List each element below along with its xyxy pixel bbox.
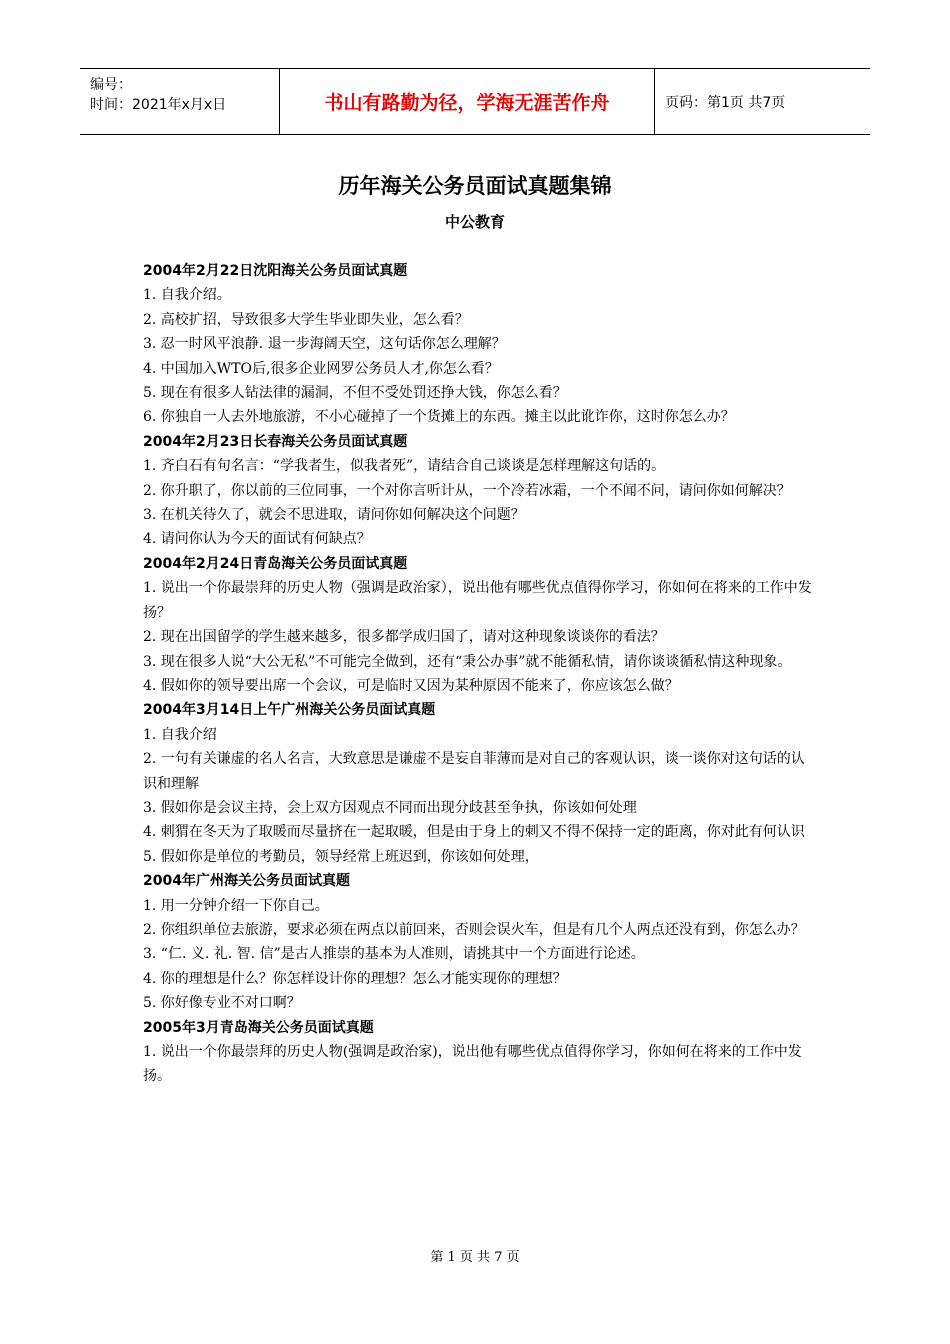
question-item: 1. 说出一个你最崇拜的历史人物（强调是政治家），说出他有哪些优点值得你学习，你如何在将来的工作中发扬？ bbox=[143, 580, 812, 621]
question-item: 3. 假如你是会议主持，会上双方因观点不同而出现分歧甚至争执，你该如何处理 bbox=[143, 799, 637, 816]
question-item: 5. 现在有很多人钻法律的漏洞，不但不受处罚还挣大钱，你怎么看？ bbox=[143, 385, 567, 402]
question-item: 6. 你独自一人去外地旅游，不小心碰掉了一个货摊上的东西。摊主以此讹诈你，这时你怎么办？ bbox=[143, 409, 735, 426]
header-time-label: 时间：2021年x月x日 bbox=[90, 97, 227, 113]
header-page-label: 页码：第1页 共7页 bbox=[665, 94, 786, 111]
section-heading: 2004年3月14日上午广州海关公务员面试真题 bbox=[143, 702, 436, 719]
question-item: 1. 自我介绍。 bbox=[143, 287, 231, 304]
section-heading: 2004年2月23日长春海关公务员面试真题 bbox=[143, 433, 408, 450]
question-item: 1. 用一分钟介绍一下你自己。 bbox=[143, 897, 329, 914]
section-heading: 2004年2月24日青岛海关公务员面试真题 bbox=[143, 555, 408, 572]
page-header bbox=[80, 68, 870, 135]
document-body bbox=[143, 259, 813, 1089]
header-number-label: 编号： bbox=[90, 77, 132, 93]
question-item: 2. 一句有关谦虚的名人名言，大致意思是谦虚不是妄自菲薄而是对自己的客观认识，谈一谈你对这句话的认识和理解 bbox=[143, 751, 805, 792]
question-item: 1. 齐白石有句名言：“学我者生，似我者死”，请结合自己谈谈是怎样理解这句话的。 bbox=[143, 458, 666, 475]
question-item: 4. 请问你认为今天的面试有何缺点？ bbox=[143, 531, 371, 548]
question-item: 1. 说出一个你最崇拜的历史人物(强调是政治家)，说出他有哪些优点值得你学习，你如何在将来的工作中发扬。 bbox=[143, 1044, 802, 1085]
question-item: 2. 你升职了，你以前的三位同事，一个对你言听计从，一个冷若冰霜，一个不闻不问，请问你如何解决？ bbox=[143, 482, 791, 499]
question-item: 4. 假如你的领导要出席一个会议，可是临时又因为某种原因不能来了，你应该怎么做？ bbox=[143, 677, 679, 694]
question-item: 3. 现在很多人说“大公无私”不可能完全做到，还有“秉公办事”就不能循私情，请你谈谈循私情这种现象。 bbox=[143, 653, 792, 670]
question-item: 4. 中国加入WTO后,很多企业网罗公务员人才,你怎么看？ bbox=[143, 360, 499, 377]
document-subtitle: 中公教育 bbox=[444, 213, 505, 231]
question-item: 3. 在机关待久了，就会不思进取，请问你如何解决这个问题？ bbox=[143, 507, 525, 524]
section-heading: 2004年广州海关公务员面试真题 bbox=[143, 873, 350, 890]
question-item: 5. 假如你是单位的考勤员，领导经常上班迟到，你该如何处理， bbox=[143, 848, 539, 865]
question-item: 5. 你好像专业不对口啊？ bbox=[143, 995, 301, 1012]
question-item: 4. 你的理想是什么？你怎样设计你的理想？怎么才能实现你的理想？ bbox=[143, 970, 567, 987]
question-item: 1. 自我介绍 bbox=[143, 726, 217, 743]
section-heading: 2004年2月22日沈阳海关公务员面试真题 bbox=[143, 263, 408, 279]
question-item: 3. “仁. 义. 礼. 智. 信”是古人推崇的基本为人准则，请挑其中一个方面进行论述。 bbox=[143, 946, 645, 963]
question-item: 2. 高校扩招，导致很多大学生毕业即失业，怎么看？ bbox=[143, 311, 469, 328]
question-item: 2. 你组织单位去旅游，要求必须在两点以前回来，否则会误火车，但是有几个人两点还没有到，你怎么办？ bbox=[143, 921, 805, 938]
header-motto: 书山有路勤为径，学海无涯苦作舟 bbox=[280, 69, 655, 134]
header-info-cell bbox=[80, 69, 280, 134]
section-heading: 2005年3月青岛海关公务员面试真题 bbox=[143, 1019, 374, 1036]
question-item: 4. 刺猬在冬天为了取暖而尽量挤在一起取暖，但是由于身上的刺又不得不保持一定的距离，你对此有何认识 bbox=[143, 824, 805, 841]
question-item: 2. 现在出国留学的学生越来越多，很多都学成归国了，请对这种现象谈谈你的看法？ bbox=[143, 629, 665, 646]
question-item: 3. 忍一时风平浪静. 退一步海阔天空，这句话你怎么理解？ bbox=[143, 336, 506, 353]
document-title: 历年海关公务员面试真题集锦 bbox=[338, 174, 612, 198]
page-footer: 第 1 页 共 7 页 bbox=[430, 1250, 520, 1265]
